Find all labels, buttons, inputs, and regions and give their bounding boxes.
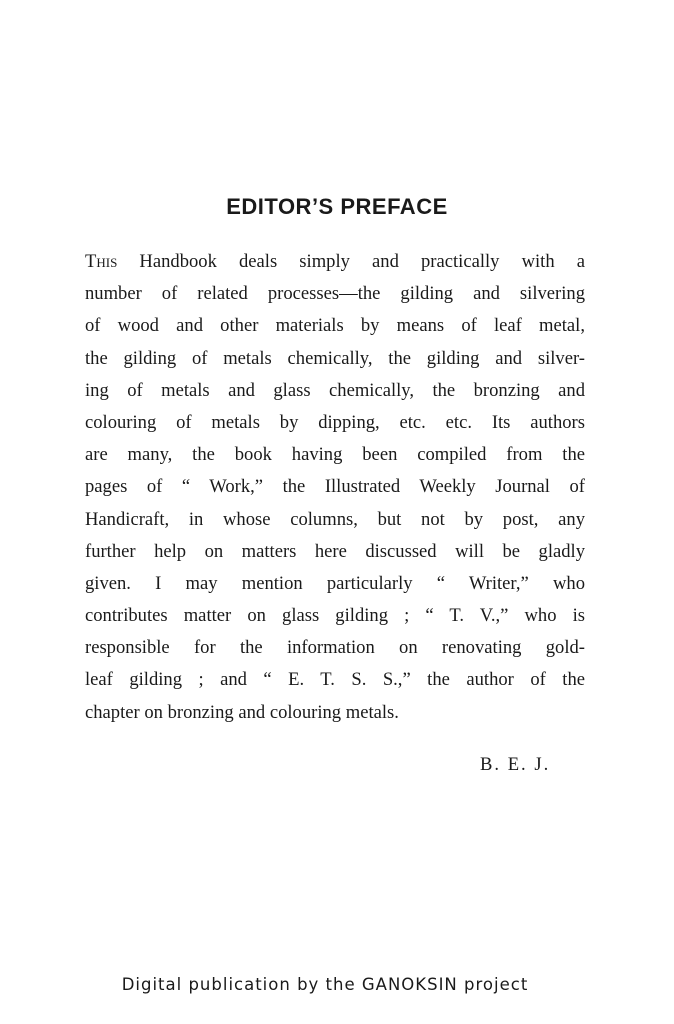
preface-line: leaf gilding ; and “ E. T. S. S.,” the author of the bbox=[85, 669, 585, 691]
preface-line: pages of “ Work,” the Illustrated Weekly Journal of bbox=[85, 476, 585, 498]
preface-line: the gilding of metals chemically, the gilding and silver- bbox=[85, 347, 585, 369]
first-word: This bbox=[85, 251, 118, 272]
preface-line: further help on matters here discussed will be gladly bbox=[85, 540, 585, 562]
preface-line: are many, the book having been compiled from the bbox=[85, 444, 585, 466]
preface-line: chapter on bronzing and colouring metals. bbox=[85, 701, 399, 723]
preface-line: contributes matter on glass gilding ; “ T. V.,” who is bbox=[85, 605, 585, 627]
preface-body bbox=[85, 246, 585, 729]
preface-line: number of related processes—the gilding and silvering bbox=[85, 283, 585, 305]
preface-line: ing of metals and glass chemically, the bronzing and bbox=[85, 379, 585, 401]
preface-line: colouring of metals by dipping, etc. etc. Its authors bbox=[85, 411, 585, 433]
footer-credit: Digital publication by the GANOKSIN project bbox=[121, 975, 529, 994]
preface-line: This Handbook deals simply and practically with a bbox=[85, 251, 585, 272]
preface-line: responsible for the information on renovating gold- bbox=[85, 637, 585, 659]
preface-line: of wood and other materials by means of leaf metal, bbox=[85, 315, 585, 337]
page-title: EDITOR’S PREFACE bbox=[226, 194, 448, 219]
preface-line: Handicraft, in whose columns, but not by post, any bbox=[85, 508, 585, 530]
preface-line: given. I may mention particularly “ Writer,” who bbox=[85, 572, 585, 594]
signature: B. E. J. bbox=[480, 754, 551, 775]
